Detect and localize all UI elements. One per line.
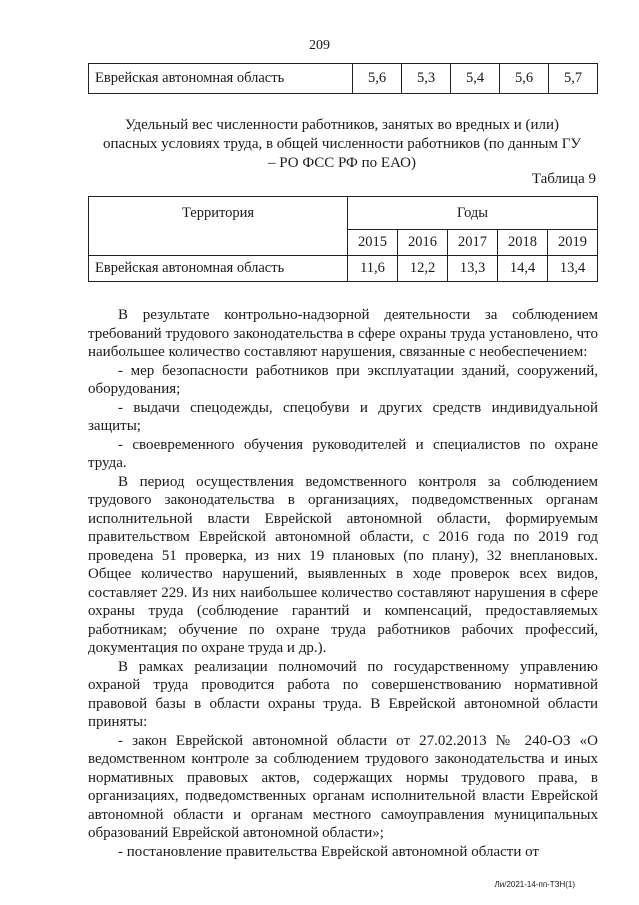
paragraph: В период осуществления ведомственного контроля за соблюдением трудового законодательства в организациях, подведомственных органам исполнительной власти Еврейской автономной области, формируемым правительством Еврейской автономной области, с 2016 года по 2019 год проведена 51 проверка, из них 19 плановых (по плану), 32 внеплановых. Общее количество нарушений, выявленных в ходе проверок всех видов, составляет 229. Из них наибольшее количество составляют нарушения в сфере охраны труда (соблюдение гарантий и компенсаций, предоставляемых работникам; обучение по охране труда работников рабочих профессий, документация по охране труда и др.). <box>88 473 598 656</box>
list-item: - мер безопасности работников при эксплуатации зданий, сооружений, оборудования; <box>88 362 598 397</box>
table-caption: Удельный вес численности работников, занятых во вредных и (или) опасных условиях труда, в общей численности работников (по данным ГУ – РО ФСС РФ по ЕАО) <box>102 117 581 171</box>
table-row <box>89 256 598 282</box>
year-cell: 2019 <box>548 230 598 256</box>
value-cell: 12,2 <box>398 256 448 282</box>
document-code: Ли/2021-14-пп-ТЗН(1) <box>494 880 575 889</box>
value-cell: 5,6 <box>500 64 549 94</box>
value-cell: 5,6 <box>353 64 402 94</box>
table-9 <box>88 196 598 282</box>
paragraph: В рамках реализации полномочий по государственному управлению охраной труда проводится работа по совершенствованию нормативной правовой базы в области охраны труда. В Еврейской автономной области приняты: <box>88 658 598 730</box>
territory-header: Территория <box>89 197 348 256</box>
table-continuation <box>88 63 598 94</box>
value-cell: 11,6 <box>348 256 398 282</box>
value-cell: 14,4 <box>498 256 548 282</box>
value-cell: 5,4 <box>451 64 500 94</box>
value-cell: 13,4 <box>548 256 598 282</box>
list-item: - своевременного обучения руководителей и специалистов по охране труда. <box>88 436 598 471</box>
page-number: 209 <box>309 38 330 53</box>
years-header: Годы <box>348 197 598 230</box>
year-cell: 2017 <box>448 230 498 256</box>
value-cell: 5,7 <box>549 64 598 94</box>
region-cell: Еврейская автономная область <box>89 256 348 282</box>
list-item: - закон Еврейской автономной области от 27.02.2013 № 240-ОЗ «О ведомственном контроле за соблюдением трудового законодательства и иных нормативных правовых актов, содержащих нормы трудового права, в организациях, подведомственных органам исполнительной власти Еврейской автономной области и органам местного самоуправления муниципальных образований Еврейской автономной области»; <box>88 732 598 841</box>
table-header-row <box>89 197 598 230</box>
value-cell: 5,3 <box>402 64 451 94</box>
table-row <box>89 64 598 94</box>
year-cell: 2018 <box>498 230 548 256</box>
region-cell: Еврейская автономная область <box>89 64 353 94</box>
list-item: - постановление правительства Еврейской автономной области от <box>118 843 539 860</box>
year-cell: 2015 <box>348 230 398 256</box>
paragraph: В результате контрольно-надзорной деятельности за соблюдением требований трудового законодательства в сфере охраны труда установлено, что наибольшее количество составляют нарушения, связанные с необеспечением: <box>88 307 598 360</box>
list-item: - выдачи спецодежды, спецобуви и других средств индивидуальной защиты; <box>88 399 598 434</box>
table-label: Таблица 9 <box>531 171 596 187</box>
body-text <box>88 306 598 861</box>
value-cell: 13,3 <box>448 256 498 282</box>
year-cell: 2016 <box>398 230 448 256</box>
